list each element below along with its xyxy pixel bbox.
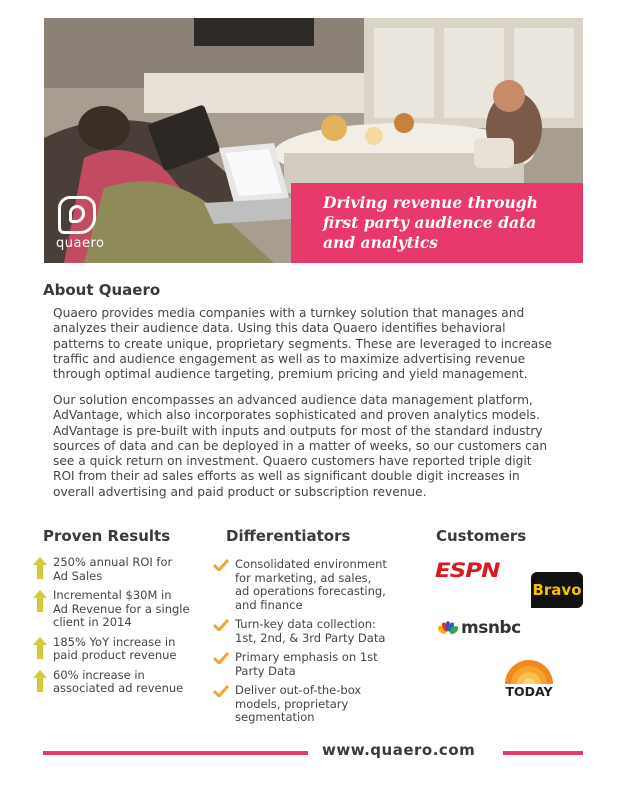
quaero-logo [56, 196, 105, 251]
paragraph-line: through optimal audience targeting, premium pricing and yield management. [53, 367, 528, 382]
differentiator-line: Consolidated environment [235, 557, 387, 571]
differentiator-line: models, proprietary [235, 696, 349, 711]
about-heading: About Quaero [43, 281, 161, 299]
result-line: 60% increase in [53, 667, 145, 682]
up-arrow-icon [33, 637, 47, 659]
tagline-line: first party audience data [323, 213, 537, 232]
result-line: Ad Revenue for a single [53, 601, 190, 616]
result-line: client in 2014 [53, 615, 132, 629]
differentiator-line: Deliver out-of-the-box [235, 683, 362, 697]
paragraph-line: sources of data and can be deployed in a matter of weeks, so our customers can [53, 438, 548, 453]
today-wordmark: TODAY [505, 684, 553, 699]
differentiator-item [213, 651, 388, 678]
proven-results-heading: Proven Results [43, 527, 171, 545]
website-url[interactable]: www.quaero.com [322, 741, 476, 759]
espn-logo: ESPN [435, 559, 500, 583]
hero-photo [44, 18, 583, 263]
peacock-icon [438, 621, 458, 635]
result-item [33, 556, 203, 583]
up-arrow-icon [33, 557, 47, 579]
differentiator-line: 1st, 2nd, & 3rd Party Data [235, 630, 386, 645]
quaero-logo-mark [58, 196, 96, 234]
differentiator-line: Turn-key data collection: [235, 617, 376, 631]
footer-rule-left [43, 751, 308, 755]
tagline-banner [291, 183, 583, 263]
checkmark-icon [213, 685, 229, 697]
differentiator-line: Party Data [235, 663, 296, 678]
differentiator-item [213, 684, 388, 725]
paragraph-line: traffic and audience engagement as well as to maximize advertising revenue [53, 351, 526, 366]
checkmark-icon [213, 652, 229, 664]
tagline-line: and analytics [323, 233, 439, 252]
differentiators-list [213, 558, 388, 731]
tagline-line: Driving revenue through [323, 193, 538, 212]
result-item [33, 669, 203, 696]
differentiator-line: for marketing, ad sales, [235, 570, 372, 585]
paragraph-line: see a quick return on investment. Quaero customers have reported triple digit [53, 454, 532, 469]
paragraph-line: Our solution encompasses an advanced audience data management platform, [53, 393, 533, 407]
paragraph-line: overall advertising and paid product or subscription revenue. [53, 484, 427, 499]
sunrise-icon [499, 654, 559, 684]
differentiator-line: Primary emphasis on 1st [235, 650, 378, 664]
result-line: associated ad revenue [53, 681, 184, 695]
footer-rule-right [503, 751, 583, 755]
paragraph-line: AdVantage, which also incorporates sophisticated and proven analytics models. [53, 408, 540, 423]
result-item [33, 636, 203, 663]
paragraph-line: Quaero provides media companies with a turnkey solution that manages and [53, 306, 525, 320]
quaero-logo-text: quaero [56, 236, 105, 251]
proven-results-list [33, 556, 203, 702]
paragraph-line: ROI from their ad sales efforts as well as significant double digit increases in [53, 469, 520, 484]
paragraph-line: analyzes their audience data. Using this data Quaero identifies behavioral [53, 321, 506, 336]
differentiator-line: and finance [235, 597, 303, 612]
customers-heading: Customers [436, 527, 527, 545]
differentiator-item [213, 618, 388, 645]
differentiator-item [213, 558, 388, 612]
about-paragraph-1 [53, 306, 558, 382]
checkmark-icon [213, 559, 229, 571]
up-arrow-icon [33, 590, 47, 612]
result-line: Incremental $30M in [53, 588, 172, 602]
result-line: 185% YoY increase in [53, 634, 176, 649]
result-line: paid product revenue [53, 648, 177, 662]
msnbc-logo [438, 618, 521, 638]
differentiators-heading: Differentiators [226, 527, 351, 545]
paragraph-line: patterns to create unique, proprietary segments. These are leveraged to increase [53, 336, 553, 351]
msnbc-wordmark: msnbc [461, 618, 521, 638]
checkmark-icon [213, 619, 229, 631]
result-line: 250% annual ROI for [53, 555, 173, 569]
differentiator-line: segmentation [235, 710, 315, 724]
result-line: Ad Sales [53, 568, 103, 583]
paragraph-line: AdVantage is pre-built with inputs and outputs for most of the standard industry [53, 423, 543, 438]
bravo-logo: Bravo [531, 572, 583, 608]
result-item [33, 589, 203, 630]
today-logo [499, 654, 559, 699]
about-paragraph-2 [53, 393, 558, 500]
differentiator-line: ad operations forecasting, [235, 584, 386, 598]
up-arrow-icon [33, 670, 47, 692]
